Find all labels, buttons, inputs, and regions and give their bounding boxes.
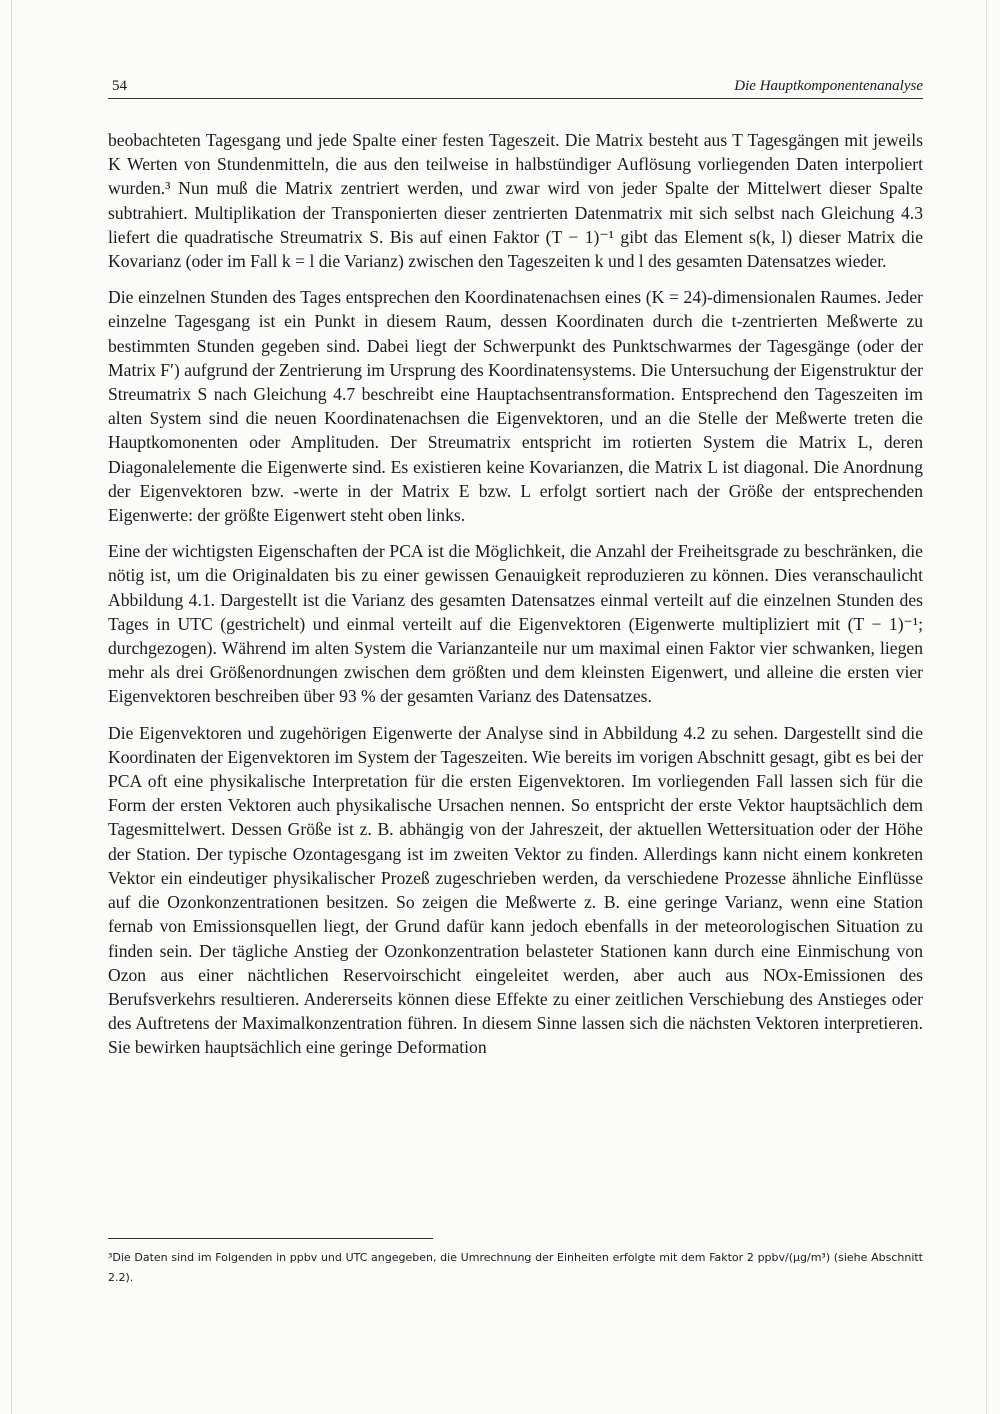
paragraph-3: Eine der wichtigsten Eigenschaften der PCA ist die Möglichkeit, die Anzahl der Freiheitsgrade zu beschränken, die nötig ist, um die Originaldaten bis zu einer gewissen Genauigkeit reproduzieren zu können. Dies veranschaulicht Abbildung 4.1. Dargestellt ist die Varianz des gesamten Datensatzes einmal verteilt auf die einzelnen Stunden des Tages in UTC (gestrichelt) und einmal verteilt auf die Eigenvektoren (Eigenwerte multipliziert mit (T − 1)⁻¹; durchgezogen). Während im alten System die Varianzanteile nur um maximal einen Faktor vier schwanken, liegen mehr als drei Größenordnungen zwischen dem größten und dem kleinsten Eigenwert, und alleine die ersten vier Eigenvektoren beschreiben über 93 % der gesamten Varianz des Datensatzes. (108, 541, 923, 707)
body-text (108, 128, 923, 1072)
running-header (108, 78, 923, 99)
footnote: ³Die Daten sind im Folgenden in ppbv und UTC angegeben, die Umrechnung der Einheiten erfolgte mit dem Faktor 2 ppbv/(µg/m³) (siehe Abschnitt 2.2). (108, 1251, 923, 1284)
footnote-rule (108, 1238, 433, 1239)
scan-edge-left (11, 0, 12, 1414)
paragraph-1: beobachteten Tagesgang und jede Spalte einer festen Tageszeit. Die Matrix besteht aus T Tagesgängen mit jeweils K Werten von Stundenmitteln, die aus den teilweise in halbstündiger Auflösung vorliegenden Daten interpoliert wurden.³ Nun muß die Matrix zentriert werden, und zwar wird von jeder Spalte der Mittelwert dieser Spalte subtrahiert. Multiplikation der Transponierten dieser zentrierten Datenmatrix mit sich selbst nach Gleichung 4.3 liefert die quadratische Streumatrix S. Bis auf einen Faktor (T − 1)⁻¹ gibt das Element s(k, l) dieser Matrix die Kovarianz (oder im Fall k = l die Varianz) zwischen den Tageszeiten k und l des gesamten Datensatzes wieder. (108, 130, 923, 272)
paragraph-4: Die Eigenvektoren und zugehörigen Eigenwerte der Analyse sind in Abbildung 4.2 zu sehen. Dargestellt sind die Koordinaten der Eigenvektoren im System der Tageszeiten. Wie bereits im vorigen Abschnitt gesagt, gibt es bei der PCA oft eine physikalische Interpretation für die ersten Eigenvektoren. Im vorliegenden Fall lassen sich für die Form der ersten Vektoren auch physikalische Ursachen nennen. So entspricht der erste Vektor hauptsächlich dem Tagesmittelwert. Dessen Größe ist z. B. abhängig von der Jahreszeit, der aktuellen Wettersituation oder der Höhe der Station. Der typische Ozontagesgang ist im zweiten Vektor zu finden. Allerdings kann nicht einem konkreten Vektor ein eindeutiger physikalischer Prozeß zugeschrieben werden, da verschiedene Prozesse ähnliche Einflüsse auf die Ozonkonzentrationen besitzen. So zeigen die Meßwerte z. B. eine geringe Varianz, wenn eine Station fernab von Emissionsquellen liegt, der Grund dafür kann jedoch ebenfalls in der meteorologischen Situation zu finden sein. Der tägliche Anstieg der Ozonkonzentration belasteter Stationen kann durch eine Einmischung von Ozon aus einer nächtlichen Reservoirschicht eingeleitet werden, aber auch aus NOx-Emissionen des Berufsverkehrs resultieren. Andererseits können diese Effekte zu einer zeitlichen Verschiebung des Anstieges oder des Auftretens der Maximalkonzentration führen. In diesem Sinne lassen sich die nächsten Vektoren interpretieren. Sie bewirken hauptsächlich eine geringe Deformation (108, 722, 923, 1058)
page-number: 54 (112, 78, 127, 94)
paragraph-2: Die einzelnen Stunden des Tages entsprechen den Koordinatenachsen eines (K = 24)-dimensionalen Raumes. Jeder einzelne Tagesgang ist ein Punkt in diesem Raum, dessen Koordinaten durch die t-zentrierten Meßwerte zu bestimmten Stunden gegeben sind. Dabei liegt der Schwerpunkt des Punktschwarmes der Tagesgänge (oder der Matrix F′) aufgrund der Zentrierung im Ursprung des Koordinatensystems. Die Untersuchung der Eigenstruktur der Streumatrix S nach Gleichung 4.7 beschreibt eine Hauptachsentransformation. Entsprechend den Tageszeiten im alten System sind die neuen Koordinatenachsen die Eigenvektoren, und an die Stelle der Meßwerte treten die Hauptkomonenten oder Amplituden. Der Streumatrix entspricht im rotierten System die Matrix L, deren Diagonalelemente die Eigenwerte sind. Es existieren keine Kovarianzen, die Matrix L ist diagonal. Die Anordnung der Eigenvektoren bzw. -werte in der Matrix E bzw. L erfolgt sortiert nach der Größe der entsprechenden Eigenwerte: der größte Eigenwert steht oben links. (108, 287, 923, 526)
running-title: Die Hauptkomponentenanalyse (734, 78, 923, 94)
scan-edge-right (986, 0, 987, 1414)
